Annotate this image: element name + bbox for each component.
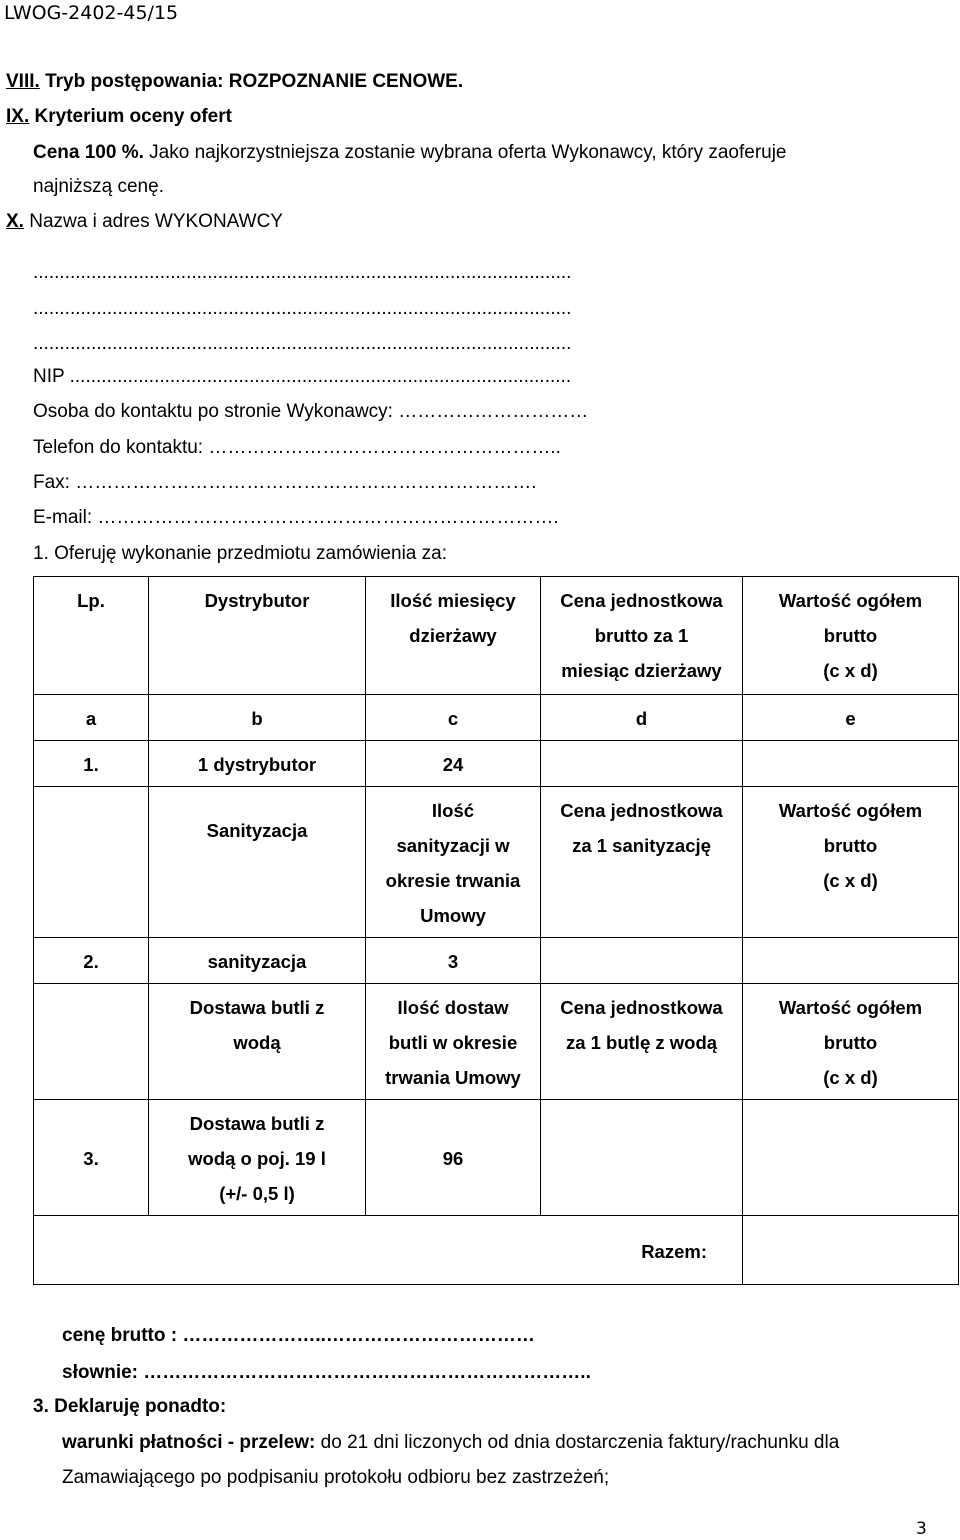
- water-qty-line: Ilość dostaw: [397, 997, 509, 1018]
- table-row-1: [34, 741, 959, 787]
- header-lp-label: Lp.: [77, 590, 105, 611]
- row-3-name: [149, 1100, 366, 1216]
- sanitization-label-text: Sanityzacja: [206, 820, 308, 841]
- row-3-name-line: Dostawa butli z: [189, 1113, 325, 1134]
- water-total-header: [743, 984, 959, 1100]
- row-2-total-cell[interactable]: [743, 938, 959, 984]
- table-row-3: [34, 1100, 959, 1216]
- sum-total-cell[interactable]: [743, 1216, 959, 1285]
- letter-c: c: [366, 695, 541, 741]
- header-unit-price: [541, 577, 743, 695]
- row-3-name-line: (+/- 0,5 l): [219, 1183, 295, 1204]
- sanitization-total-header: [743, 787, 959, 938]
- declaration-heading: 3. Deklaruję ponadto:: [33, 1396, 227, 1417]
- criteria-rest: Jako najkorzystniejsza zostanie wybrana oferta Wykonawcy, który zaoferuje: [143, 142, 787, 163]
- sum-row: [34, 1216, 959, 1285]
- payment-terms-bold: warunki płatności - przelew:: [62, 1432, 316, 1453]
- row-3-qty: 96: [366, 1100, 541, 1216]
- letter-d: d: [541, 695, 743, 741]
- header-months-line: Ilość miesięcy: [390, 590, 516, 611]
- offer-heading: 1. Oferuję wykonanie przedmiotu zamówienia za:: [33, 543, 447, 564]
- sanitization-qty-line: sanityzacji w: [396, 835, 510, 856]
- sanitization-price-header: [541, 787, 743, 938]
- letter-e: e: [743, 695, 959, 741]
- row-2-name: sanityzacja: [149, 938, 366, 984]
- section-8-text: Tryb postępowania: ROZPOZNANIE CENOWE.: [39, 71, 464, 92]
- water-qty-header: [366, 984, 541, 1100]
- criteria-line: [33, 142, 787, 164]
- sanitization-total-line: brutto: [823, 835, 878, 856]
- section-9: [6, 106, 232, 128]
- table-header-row: [34, 577, 959, 695]
- row-2-qty: 3: [366, 938, 541, 984]
- contractor-name-field-2: ......................................................................................................: [33, 298, 572, 319]
- email-field: E-mail: ……………………………………………………………….: [33, 507, 559, 528]
- sanitization-qty-line: Umowy: [420, 905, 486, 926]
- section-8-number: VIII.: [6, 71, 40, 92]
- water-price-header: [541, 984, 743, 1100]
- water-label-line: wodą: [233, 1032, 281, 1053]
- section-10: [6, 211, 283, 233]
- water-qty-line: butli w okresie: [388, 1032, 518, 1053]
- in-words-field: słownie: ……………………………………………………………..: [62, 1362, 591, 1383]
- contact-person-field: Osoba do kontaktu po stronie Wykonawcy: …………………………: [33, 401, 589, 422]
- sanitization-total-line: Wartość ogółem: [778, 800, 923, 821]
- water-total-line: (c x d): [823, 1067, 878, 1088]
- nip-field: NIP ...............................................................................................: [33, 366, 572, 387]
- letter-b: b: [149, 695, 366, 741]
- contractor-name-field-1: ......................................................................................................: [33, 262, 572, 283]
- table-row-2: [34, 938, 959, 984]
- row-1-total-cell[interactable]: [743, 741, 959, 787]
- section-10-text: Nazwa i adres WYKONAWCY: [23, 211, 283, 232]
- payment-terms-line-2: Zamawiającego po podpisaniu protokołu odbioru bez zastrzeżeń;: [62, 1467, 610, 1488]
- payment-terms: [62, 1432, 839, 1454]
- row-1-name: 1 dystrybutor: [149, 741, 366, 787]
- water-label-line: Dostawa butli z: [189, 997, 325, 1018]
- row-2-lp: 2.: [34, 938, 149, 984]
- contractor-name-field-3: ......................................................................................................: [33, 333, 572, 354]
- document-id: LWOG-2402-45/15: [4, 2, 179, 24]
- sanitization-total-line: (c x d): [823, 870, 878, 891]
- water-total-line: Wartość ogółem: [778, 997, 923, 1018]
- header-unit-price-line: Cena jednostkowa: [560, 590, 723, 611]
- fax-field: Fax: ……………………………………………………………….: [33, 472, 537, 493]
- section-10-number: X.: [6, 211, 24, 232]
- row-1-unit-price-cell[interactable]: [541, 741, 743, 787]
- water-qty-line: trwania Umowy: [385, 1067, 521, 1088]
- gross-price-field: cenę brutto : …………………..……………………………: [62, 1325, 535, 1346]
- header-months: [366, 577, 541, 695]
- letters-row: [34, 695, 959, 741]
- section-9-text: Kryterium oceny ofert: [29, 106, 232, 127]
- page-number: 3: [916, 1519, 927, 1539]
- row-1-qty: 24: [366, 741, 541, 787]
- criteria-line-2: najniższą cenę.: [33, 176, 164, 197]
- header-total-line: brutto: [823, 625, 878, 646]
- row-1-lp: 1.: [34, 741, 149, 787]
- row-2-unit-price-cell[interactable]: [541, 938, 743, 984]
- row-3-name-line: wodą o poj. 19 l: [188, 1148, 326, 1169]
- section-8: [6, 71, 463, 93]
- empty-cell: [34, 984, 149, 1100]
- section-9-number: IX.: [6, 106, 30, 127]
- payment-terms-rest: do 21 dni liczonych od dnia dostarczenia faktury/rachunku dla: [315, 1432, 840, 1453]
- letter-a: a: [34, 695, 149, 741]
- row-3-unit-price-cell[interactable]: [541, 1100, 743, 1216]
- header-lp: [34, 577, 149, 695]
- offer-table: [33, 576, 959, 1285]
- sanitization-qty-header: [366, 787, 541, 938]
- phone-field: Telefon do kontaktu: ………………………………………………..: [33, 437, 561, 458]
- water-label: [149, 984, 366, 1100]
- header-total: [743, 577, 959, 695]
- header-total-line: Wartość ogółem: [778, 590, 923, 611]
- sanitization-price-line: Cena jednostkowa: [560, 800, 723, 821]
- row-3-lp: 3.: [34, 1100, 149, 1216]
- header-unit-price-line: miesiąc dzierżawy: [561, 660, 722, 681]
- water-total-line: brutto: [823, 1032, 878, 1053]
- sum-label-cell: [34, 1216, 743, 1285]
- empty-cell: [34, 787, 149, 938]
- criteria-bold: Cena 100 %.: [33, 142, 144, 163]
- row-3-total-cell[interactable]: [743, 1100, 959, 1216]
- header-distributor: [149, 577, 366, 695]
- header-total-line: (c x d): [823, 660, 878, 681]
- water-price-line: za 1 butlę z wodą: [565, 1032, 718, 1053]
- sanitization-qty-line: okresie trwania: [385, 870, 521, 891]
- sanitization-label: [149, 787, 366, 938]
- sanitization-header-row: [34, 787, 959, 938]
- sanitization-qty-line: Ilość: [431, 800, 475, 821]
- header-unit-price-line: brutto za 1: [594, 625, 689, 646]
- water-header-row: [34, 984, 959, 1100]
- sanitization-price-line: za 1 sanityzację: [572, 835, 711, 856]
- header-months-line: dzierżawy: [409, 625, 497, 646]
- header-distributor-label: Dystrybutor: [204, 590, 310, 611]
- sum-label: Razem:: [641, 1240, 707, 1262]
- water-price-line: Cena jednostkowa: [560, 997, 723, 1018]
